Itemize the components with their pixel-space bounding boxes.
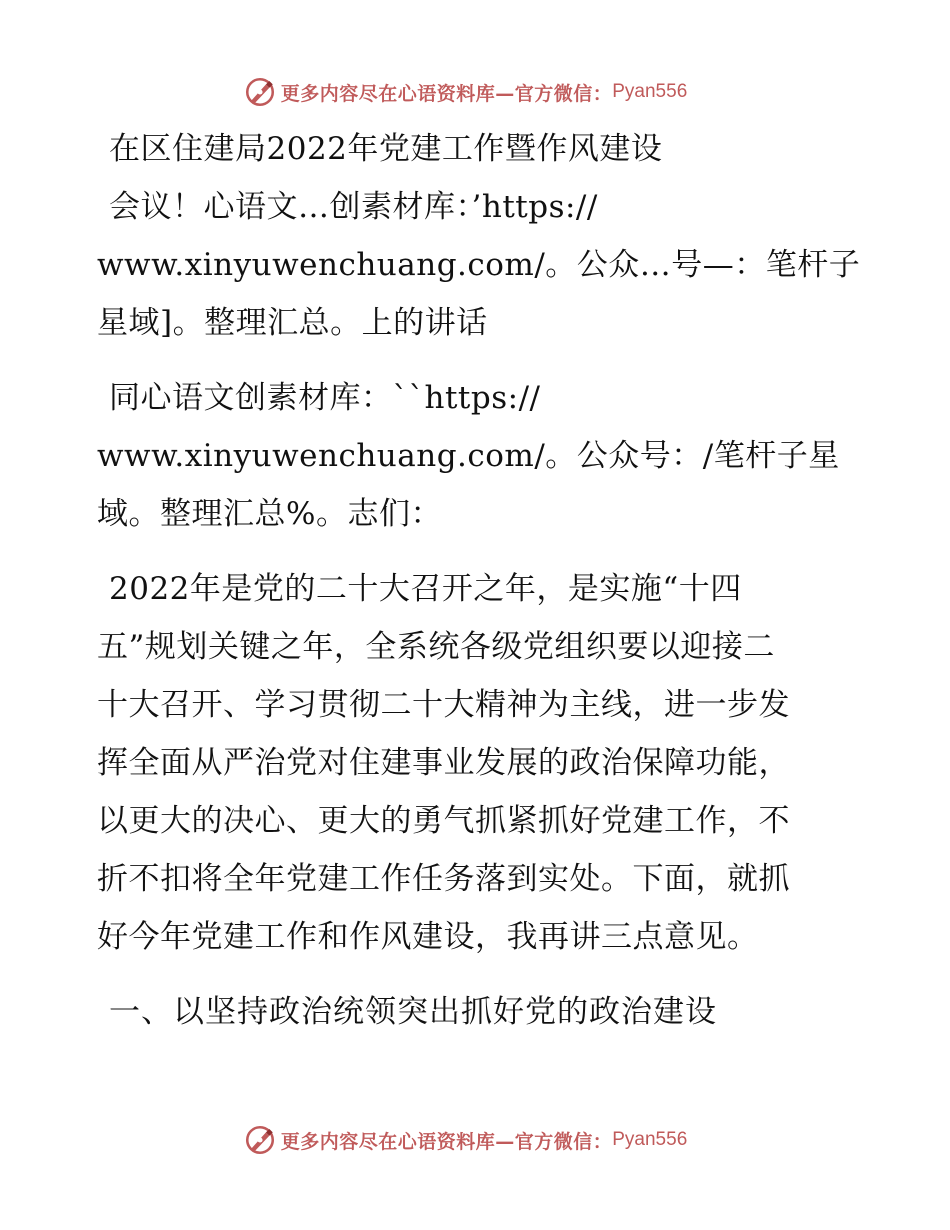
body-paragraph: [97, 560, 857, 966]
section-heading: 一、以坚持政治统领突出抓好党的政治建设: [109, 994, 717, 1030]
body-line: 挥全面从严治党对住建事业发展的政治保障功能，: [97, 745, 790, 781]
greeting-line: 同心语文创素材库：``https://: [109, 380, 541, 416]
header-watermark-banner: [0, 72, 950, 112]
document-title: [97, 120, 861, 352]
greeting-paragraph: [97, 369, 857, 543]
wechat-id: Pyan556: [612, 81, 688, 102]
document-body: [97, 120, 861, 1041]
body-line: 2022年是党的二十大召开之年，是实施“十四: [109, 571, 742, 607]
body-line: 以更大的决心、更大的勇气抓紧抓好党建工作，不: [97, 803, 790, 839]
body-line: 十大召开、学习贯彻二十大精神为主线，进一步发: [97, 687, 790, 723]
body-line: 五”规划关键之年，全系统各级党组织要以迎接二: [97, 629, 775, 665]
banner-text: 更多内容尽在心语资料库—官方微信：: [280, 82, 613, 105]
footer-watermark-banner: [0, 1120, 950, 1160]
body-line: 折不扣将全年党建工作任务落到实处。下面，就抓: [97, 861, 790, 897]
title-line: 星域]。整理汇总。上的讲话: [97, 305, 488, 341]
pen-circle-logo-icon: [243, 75, 277, 109]
title-line: 在区住建局2022年党建工作暨作风建设: [109, 131, 663, 167]
banner-text: 更多内容尽在心语资料库—官方微信：: [280, 1130, 613, 1153]
body-line: 好今年党建工作和作风建设，我再讲三点意见。: [97, 919, 759, 955]
title-line: www.xinyuwenchuang.com/。公众…号—：笔杆子: [97, 247, 861, 283]
pen-circle-logo-icon: [243, 1123, 277, 1157]
greeting-line: 域。整理汇总%。志们：: [97, 496, 442, 532]
greeting-line: www.xinyuwenchuang.com/。公众号：/笔杆子星: [97, 438, 840, 474]
wechat-id: Pyan556: [612, 1129, 688, 1150]
title-line: 会议！心语文…创素材库：’https://: [109, 189, 598, 225]
